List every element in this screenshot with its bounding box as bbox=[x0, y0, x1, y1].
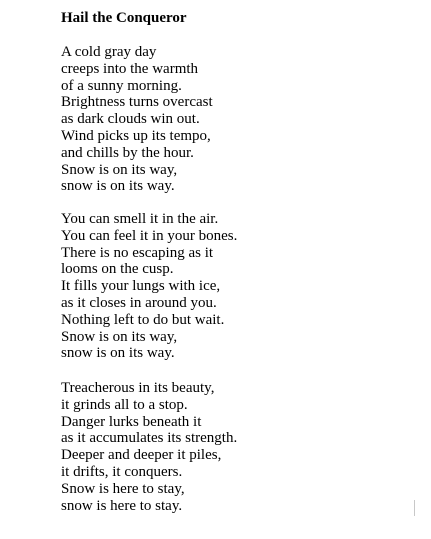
poem-line: You can smell it in the air. bbox=[61, 211, 219, 227]
poem-line: as it accumulates its strength. bbox=[61, 430, 238, 447]
poem-line: Danger lurks beneath it bbox=[61, 413, 202, 430]
poem-line: Deeper and deeper it piles, bbox=[61, 447, 222, 464]
poem-line: it drifts, it conquers. bbox=[61, 463, 183, 480]
poem-line: snow is here to stay. bbox=[61, 497, 183, 514]
poem-line: of a sunny morning. bbox=[61, 77, 182, 94]
poem-line: and chills by the hour. bbox=[61, 144, 194, 161]
poem-line: Snow is here to stay, bbox=[61, 480, 185, 497]
stanza-1 bbox=[61, 44, 213, 195]
poem-line: Snow is on its way, bbox=[61, 328, 178, 345]
poem-line: You can feel it in your bones. bbox=[61, 227, 238, 244]
poem-line: as dark clouds win out. bbox=[61, 111, 200, 128]
poem-title: Hail the Conqueror bbox=[61, 10, 187, 26]
poem-line: A cold gray day bbox=[61, 44, 157, 60]
text-cursor bbox=[414, 500, 415, 516]
poem-line: It fills your lungs with ice, bbox=[61, 278, 221, 295]
poem-line: There is no escaping as it bbox=[61, 244, 214, 261]
poem-line: Nothing left to do but wait. bbox=[61, 311, 225, 328]
poem-line: snow is on its way. bbox=[61, 178, 175, 195]
poem-line: Treacherous in its beauty, bbox=[61, 380, 215, 396]
poem-line: Brightness turns overcast bbox=[61, 94, 213, 111]
poem-line: Wind picks up its tempo, bbox=[61, 127, 211, 144]
stanza-2 bbox=[61, 211, 237, 362]
poem-line: it grinds all to a stop. bbox=[61, 396, 188, 413]
stanza-3 bbox=[61, 380, 237, 514]
poem-line: Snow is on its way, bbox=[61, 161, 178, 178]
poem-line: snow is on its way. bbox=[61, 345, 175, 362]
poem-line: looms on the cusp. bbox=[61, 261, 174, 278]
poem-line: as it closes in around you. bbox=[61, 294, 217, 311]
poem-line: creeps into the warmth bbox=[61, 60, 199, 77]
